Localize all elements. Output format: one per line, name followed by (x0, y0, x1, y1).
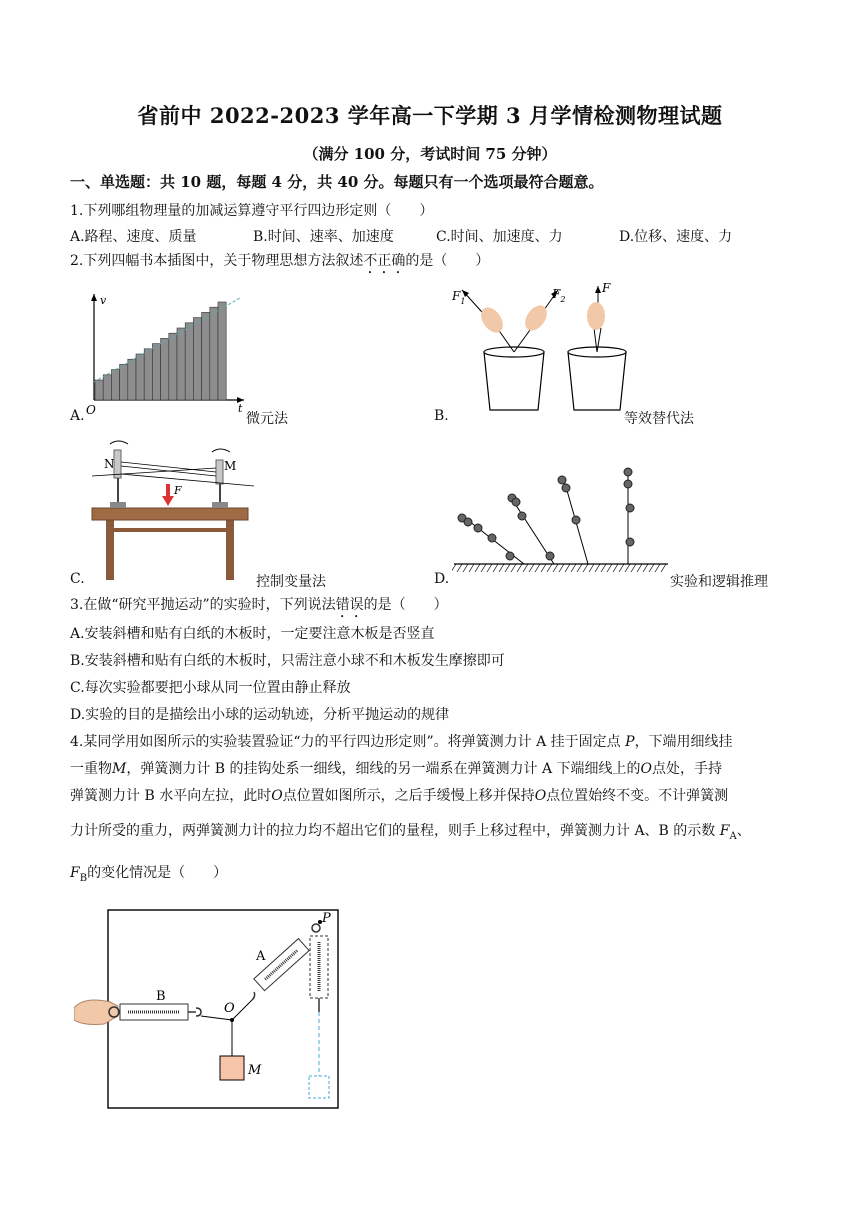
q4-text-4a: 力计所受的重力，两弹簧测力计的拉力均不超出它们的量程，则手上移过程中，弹簧测力计 A、B 的示数 (70, 823, 716, 839)
v-axis-label: v (100, 294, 107, 307)
var-p: P (625, 734, 635, 750)
var-o: O (640, 761, 653, 777)
ball (626, 538, 634, 546)
ball (546, 552, 554, 560)
var-fa: F (719, 823, 730, 839)
q1-option-c: C.时间、加速度、力 (436, 229, 563, 245)
hatch-line (505, 564, 510, 572)
q4-line-5 (70, 862, 227, 884)
ball (624, 480, 632, 488)
staircase-bar (136, 354, 144, 400)
hatch-line (511, 564, 516, 572)
label-o: O (224, 1001, 235, 1016)
hatch-line (655, 564, 660, 572)
ball (626, 504, 634, 512)
ground-hatching (452, 564, 666, 572)
q2-stem-emphasis: 不正确 (363, 253, 406, 269)
hatch-line (631, 564, 636, 572)
hatch-line (481, 564, 486, 572)
f1-label: $F_1$ (452, 289, 466, 306)
hatch-line (493, 564, 498, 572)
ball (512, 498, 520, 506)
q3-stem-post: 的是（ ） (363, 597, 448, 613)
var-fa-sub: A (729, 830, 737, 842)
q3-stem-pre: 3.在做“研究平抛运动”的实验时，下列说法 (70, 597, 336, 613)
q2-figure-d (452, 462, 670, 578)
staircase-bar (202, 312, 210, 400)
q4-text-2a: 一重物 (70, 761, 112, 777)
staircase-bar (152, 344, 160, 400)
hatch-line (523, 564, 528, 572)
hatch-line (559, 564, 564, 572)
q1-option-b: B.时间、速率、加速度 (253, 229, 394, 245)
q2-c-method: 控制变量法 (256, 574, 326, 590)
hatch-line (601, 564, 606, 572)
staircase-bar (161, 338, 169, 400)
q2-stem-post: 的是（ ） (405, 253, 490, 269)
q4-text-1a: 4.某同学用如图所示的实验装置验证“力的平行四边形定则”。将弹簧测力计 A 挂于固定点 (70, 734, 621, 750)
hatch-line (565, 564, 570, 572)
q3-option-a: A.安装斜槽和贴有白纸的木板时，一定要注意木板是否竖直 (70, 626, 435, 642)
m-label: M (224, 459, 237, 473)
ball (624, 468, 632, 476)
q2-b-method: 等效替代法 (624, 411, 694, 427)
f-label: F (602, 281, 611, 295)
staircase-bar (210, 307, 218, 400)
t-axis-label: t (238, 402, 243, 415)
q1-option-d: D.位移、速度、力 (619, 229, 733, 245)
hatch-line (547, 564, 552, 572)
q4-text-3a: 弹簧测力计 B 水平向左拉，此时 (70, 788, 272, 804)
q3-stem-emphasis: 错误 (335, 597, 364, 613)
hatch-line (457, 564, 462, 572)
staircase-bar (144, 349, 152, 400)
ball (464, 518, 472, 526)
q3-stem (70, 594, 448, 621)
hatch-line (637, 564, 642, 572)
q2-a-letter: A. (70, 408, 85, 424)
hatch-line (625, 564, 630, 572)
ball (474, 524, 482, 532)
q3-option-d: D.实验的目的是描绘出小球的运动轨迹，分析平抛运动的规律 (70, 707, 450, 723)
hatch-line (577, 564, 582, 572)
staircase-bar (95, 380, 103, 400)
f2-label: $F_2$ (552, 287, 566, 304)
hatch-line (541, 564, 546, 572)
q2-c-letter: C. (70, 571, 85, 587)
hatch-line (475, 564, 480, 572)
q2-d-method: 实验和逻辑推理 (670, 574, 768, 590)
hatch-line (469, 564, 474, 572)
hatch-line (517, 564, 522, 572)
q2-d-letter: D. (434, 571, 450, 587)
hatch-line (661, 564, 666, 572)
ball (572, 516, 580, 524)
q4-text-3c: 点位置始终不变。不计弹簧测 (546, 788, 729, 804)
label-a: A (256, 949, 266, 964)
q4-line-2 (70, 758, 722, 778)
hatch-line (589, 564, 594, 572)
hatch-line (583, 564, 588, 572)
q2-figure-c (84, 432, 256, 582)
section-heading: 一、单选题：共 10 题，每题 4 分，共 40 分。每题只有一个选项最符合题意。 (70, 173, 604, 191)
q4-text-5: 的变化情况是（ ） (87, 865, 228, 881)
q1-option-a: A.路程、速度、质量 (70, 229, 197, 245)
var-fb-sub: B (79, 872, 88, 884)
q2-figure-b (446, 280, 636, 418)
staircase-bar (185, 323, 193, 400)
staircase-bar (218, 302, 226, 400)
q4-line-4 (70, 820, 751, 842)
staircase-bar (177, 328, 185, 400)
var-m: M (112, 761, 127, 777)
q4-line-3 (70, 785, 728, 805)
ball (488, 534, 496, 542)
balls (458, 468, 634, 560)
hatch-line (463, 564, 468, 572)
staircase-bar (169, 333, 177, 400)
hatch-line (571, 564, 576, 572)
label-b: B (156, 989, 166, 1004)
hatch-line (535, 564, 540, 572)
n-label: N (104, 457, 115, 471)
hatch-line (452, 564, 456, 572)
page-title: 省前中 2022-2023 学年高一下学期 3 月学情检测物理试题 (137, 103, 723, 128)
hatch-line (595, 564, 600, 572)
ball (558, 476, 566, 484)
q4-text-2b: ，弹簧测力计 B 的挂钩处系一细线，细线的另一端系在弹簧测力计 A 下端细线上的 (126, 761, 641, 777)
label-m: M (248, 1063, 262, 1078)
var-fb: F (70, 865, 80, 881)
hatch-line (619, 564, 624, 572)
q2-stem-pre: 2.下列四幅书本插图中，关于物理思想方法叙述 (70, 253, 364, 269)
staircase-bar (193, 318, 201, 400)
q4-text-3b: 点位置如图所示，之后手缓慢上移并保持 (282, 788, 535, 804)
q2-a-method: 微元法 (246, 411, 288, 427)
q1-stem: 1.下列哪组物理量的加减运算遵守平行四边形定则（ ） (70, 203, 434, 219)
q4-line-1 (70, 731, 733, 751)
hatch-line (607, 564, 612, 572)
var-o: O (534, 788, 547, 804)
origin-label: O (86, 403, 96, 417)
staircase-bar (111, 370, 119, 400)
ball (506, 552, 514, 560)
q4-text-2c: 点处，手持 (652, 761, 723, 777)
force-label: F (174, 484, 182, 497)
hatch-line (649, 564, 654, 572)
hatch-line (553, 564, 558, 572)
q1-options (70, 226, 732, 246)
q3-option-c: C.每次实验都要把小球从同一位置由静止释放 (70, 680, 351, 696)
var-o: O (271, 788, 283, 804)
label-p: P (322, 911, 331, 926)
q2-figure-a (84, 288, 254, 420)
exam-info: （满分 100 分，考试时间 75 分钟） (303, 145, 557, 163)
staircase-bar (128, 359, 136, 400)
hatch-line (643, 564, 648, 572)
q4-text-1b: ，下端用细线挂 (634, 734, 733, 750)
hatch-line (529, 564, 534, 572)
q2-stem (70, 250, 489, 277)
staircase-bar (120, 364, 128, 400)
ball (562, 484, 570, 492)
q3-option-b: B.安装斜槽和贴有白纸的木板时，只需注意小球不和木板发生摩擦即可 (70, 653, 505, 669)
ball (518, 512, 526, 520)
hatch-line (487, 564, 492, 572)
q4-text-4b: 、 (736, 823, 751, 839)
q2-b-letter: B. (434, 408, 449, 424)
q4-figure (74, 908, 344, 1112)
hatch-line (613, 564, 618, 572)
staircase-bar (103, 375, 111, 400)
hatch-line (499, 564, 504, 572)
